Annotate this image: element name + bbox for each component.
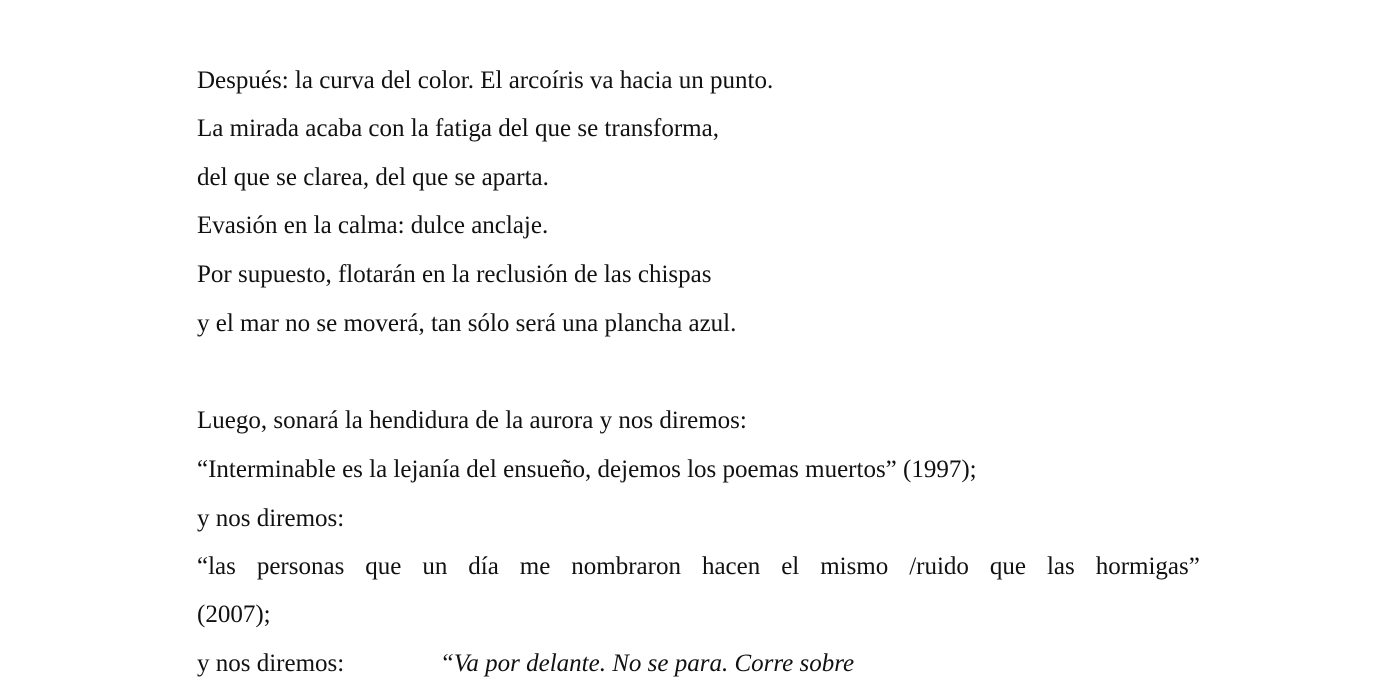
- word: el: [781, 553, 800, 580]
- word: que: [365, 553, 402, 580]
- text-line: Luego, sonará la hendidura de la aurora y nos diremos:: [197, 407, 747, 434]
- text-line: y el mar no se moverá, tan sólo será una plancha azul.: [197, 310, 737, 337]
- text-line: “Interminable es la lejanía del ensueño, dejemos los poemas muertos” (1997);: [197, 456, 977, 483]
- word: día: [468, 553, 499, 580]
- text-line: La mirada acaba con la fatiga del que se transforma,: [197, 115, 719, 142]
- text-line: Evasión en la calma: dulce anclaje.: [197, 212, 549, 239]
- word: mismo: [820, 553, 889, 580]
- justified-text-line: [197, 552, 1200, 582]
- word: las: [1046, 553, 1075, 580]
- word: “las: [197, 553, 236, 580]
- word: nombraron: [571, 553, 681, 580]
- word: hormigas”: [1095, 553, 1200, 580]
- word: personas: [256, 553, 345, 580]
- word: me: [519, 553, 551, 580]
- word: hacen: [701, 553, 761, 580]
- text-line: del que se clarea, del que se aparta.: [197, 164, 549, 191]
- word: un: [422, 553, 448, 580]
- word: /ruido: [909, 553, 969, 580]
- quote-line: “Va por delante. No se para. Corre sobre: [440, 650, 855, 677]
- text-line: Después: la curva del color. El arcoíris va hacia un punto.: [197, 67, 774, 94]
- text-line: (2007);: [197, 601, 271, 628]
- text-line: Por supuesto, flotarán en la reclusión de las chispas: [197, 261, 712, 288]
- text-line: y nos diremos:: [197, 505, 345, 532]
- word: que: [989, 553, 1026, 580]
- text-line: y nos diremos:: [197, 650, 345, 677]
